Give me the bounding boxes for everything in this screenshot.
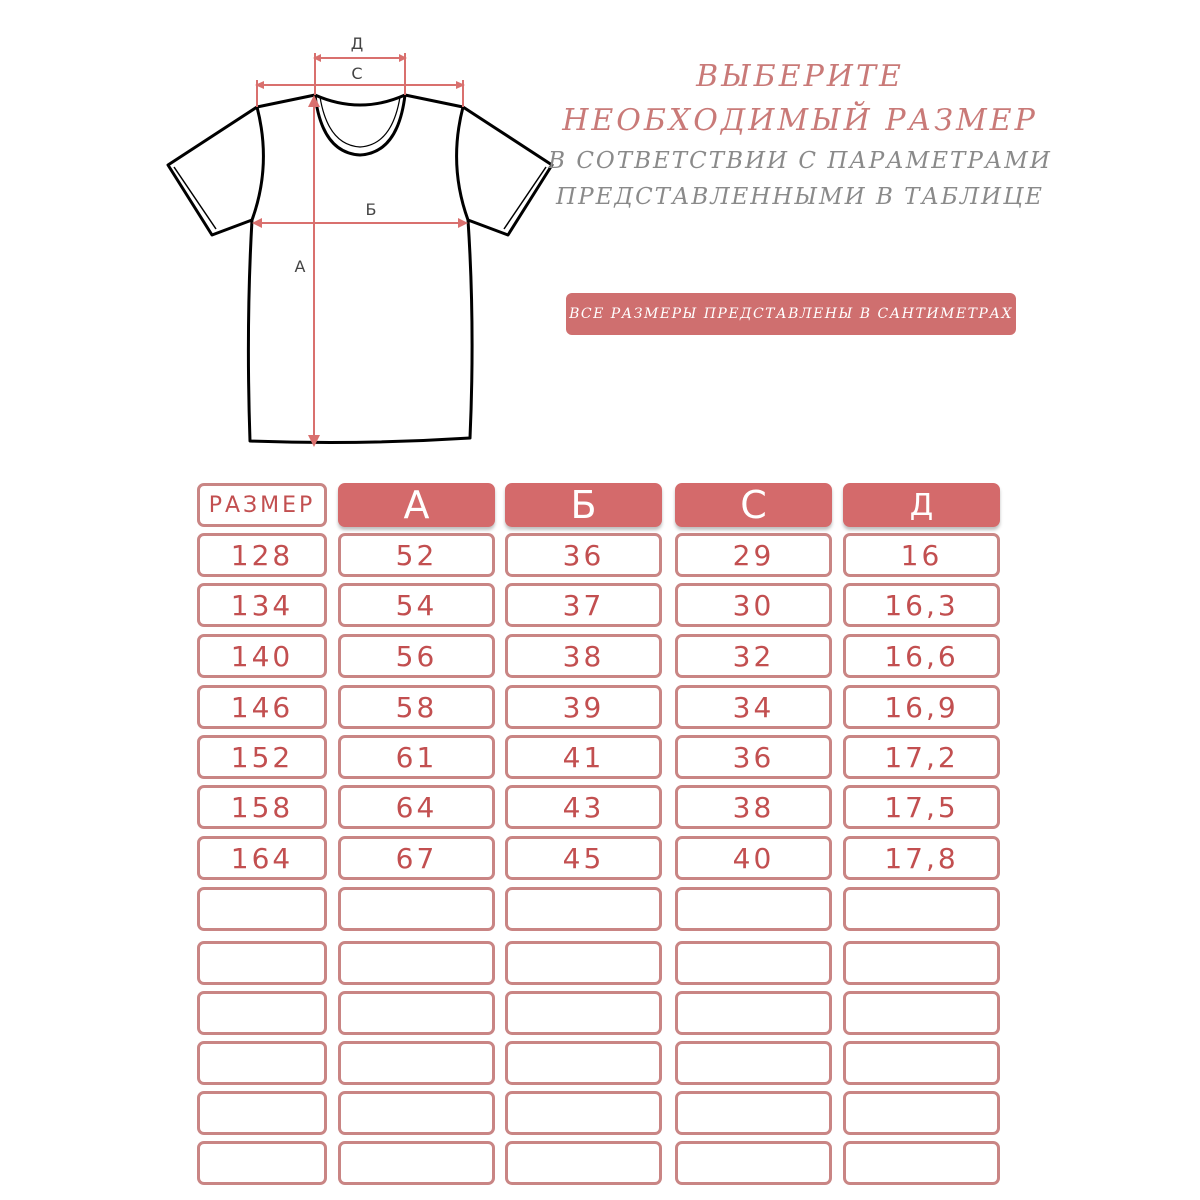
table-cell-a xyxy=(338,1041,495,1085)
table-cell-size: 140 xyxy=(197,634,327,678)
table-cell-d: 16 xyxy=(843,533,1000,577)
table-cell-size xyxy=(197,941,327,985)
table-cell-c: 40 xyxy=(675,836,832,880)
heading-line-3: В СОТВЕТСТВИИ С ПАРАМЕТРАМИ xyxy=(548,148,1052,174)
table-cell-d xyxy=(843,941,1000,985)
table-cell-size: 128 xyxy=(197,533,327,577)
table-cell-size: 152 xyxy=(197,735,327,779)
header-a: А xyxy=(338,483,495,527)
table-cell-b: 41 xyxy=(505,735,662,779)
table-cell-b: 37 xyxy=(505,583,662,627)
table-cell-d xyxy=(843,1041,1000,1085)
table-cell-size: 158 xyxy=(197,785,327,829)
header-d: Д xyxy=(843,483,1000,527)
table-cell-c: 34 xyxy=(675,685,832,729)
table-cell-size xyxy=(197,991,327,1035)
heading-line-4: ПРЕДСТАВЛЕННЫМИ В ТАБЛИЦЕ xyxy=(556,184,1044,210)
label-d: Д xyxy=(350,34,364,53)
table-cell-size xyxy=(197,1041,327,1085)
header-c: С xyxy=(675,483,832,527)
table-cell-c xyxy=(675,1041,832,1085)
label-c: С xyxy=(351,64,363,83)
table-cell-b xyxy=(505,941,662,985)
table-cell-a: 52 xyxy=(338,533,495,577)
tshirt-diagram xyxy=(150,25,570,455)
label-a: А xyxy=(294,257,306,276)
table-cell-c: 32 xyxy=(675,634,832,678)
table-cell-d xyxy=(843,1141,1000,1185)
table-cell-a xyxy=(338,1091,495,1135)
table-cell-d: 16,6 xyxy=(843,634,1000,678)
table-cell-c: 36 xyxy=(675,735,832,779)
table-cell-b xyxy=(505,1041,662,1085)
table-cell-b: 45 xyxy=(505,836,662,880)
header-b: Б xyxy=(505,483,662,527)
table-cell-d xyxy=(843,1091,1000,1135)
table-cell-d xyxy=(843,887,1000,931)
table-cell-d: 16,9 xyxy=(843,685,1000,729)
table-cell-b xyxy=(505,887,662,931)
table-cell-d: 17,5 xyxy=(843,785,1000,829)
table-cell-size: 164 xyxy=(197,836,327,880)
table-cell-c xyxy=(675,941,832,985)
table-cell-c: 38 xyxy=(675,785,832,829)
table-cell-a xyxy=(338,941,495,985)
table-cell-d: 16,3 xyxy=(843,583,1000,627)
table-cell-size xyxy=(197,1091,327,1135)
table-cell-a xyxy=(338,1141,495,1185)
table-cell-b: 36 xyxy=(505,533,662,577)
table-cell-d: 17,2 xyxy=(843,735,1000,779)
table-cell-b xyxy=(505,1091,662,1135)
heading-line-2: НЕОБХОДИМЫЙ РАЗМЕР xyxy=(562,103,1038,138)
table-cell-c xyxy=(675,991,832,1035)
table-cell-a: 61 xyxy=(338,735,495,779)
table-cell-c: 30 xyxy=(675,583,832,627)
table-cell-size xyxy=(197,887,327,931)
table-cell-a: 58 xyxy=(338,685,495,729)
table-cell-c: 29 xyxy=(675,533,832,577)
table-cell-d xyxy=(843,991,1000,1035)
table-cell-c xyxy=(675,1141,832,1185)
table-cell-c xyxy=(675,1091,832,1135)
table-cell-size: 134 xyxy=(197,583,327,627)
table-cell-a xyxy=(338,887,495,931)
table-cell-b xyxy=(505,991,662,1035)
table-cell-b: 38 xyxy=(505,634,662,678)
heading-line-1: ВЫБЕРИТЕ xyxy=(696,59,904,94)
units-badge: ВСЕ РАЗМЕРЫ ПРЕДСТАВЛЕНЫ В САНТИМЕТРАХ xyxy=(566,293,1016,335)
label-b: Б xyxy=(365,200,377,219)
table-cell-b xyxy=(505,1141,662,1185)
table-cell-a: 54 xyxy=(338,583,495,627)
header-size: РАЗМЕР xyxy=(197,483,327,527)
table-cell-size: 146 xyxy=(197,685,327,729)
heading xyxy=(540,55,1060,215)
table-cell-size xyxy=(197,1141,327,1185)
table-cell-b: 39 xyxy=(505,685,662,729)
table-cell-d: 17,8 xyxy=(843,836,1000,880)
table-cell-a xyxy=(338,991,495,1035)
table-cell-a: 67 xyxy=(338,836,495,880)
table-cell-c xyxy=(675,887,832,931)
table-cell-a: 64 xyxy=(338,785,495,829)
table-cell-a: 56 xyxy=(338,634,495,678)
table-cell-b: 43 xyxy=(505,785,662,829)
